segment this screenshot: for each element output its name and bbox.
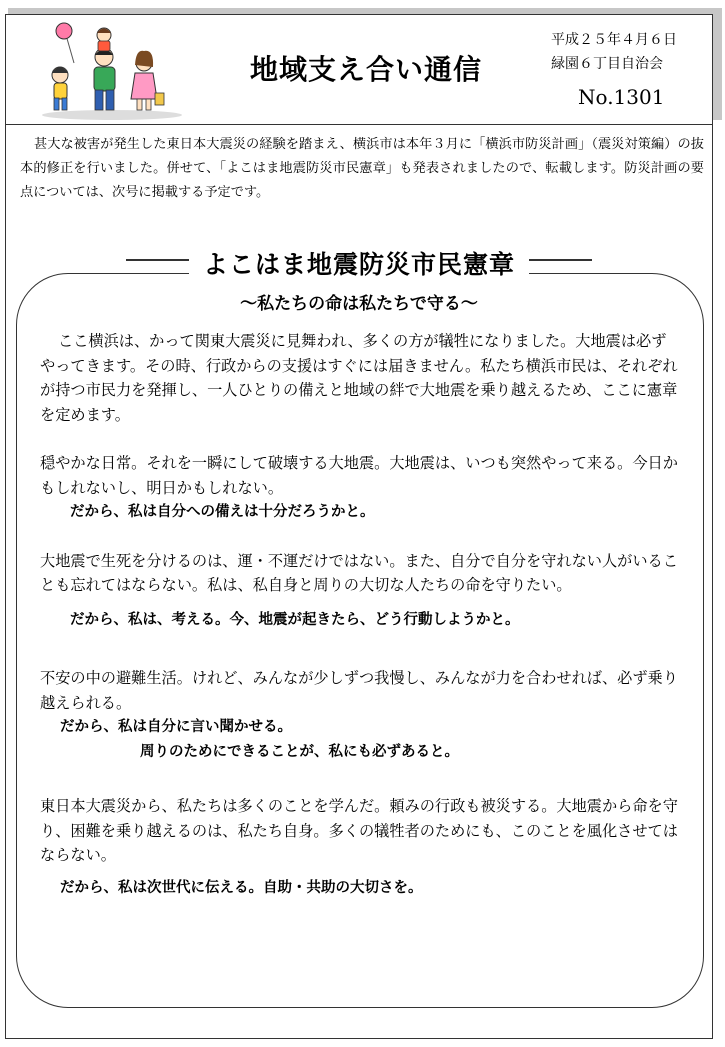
section-4-resolve: だから、私は次世代に伝える。自助・共助の大切さを。 xyxy=(60,879,423,896)
section-3-text: 不安の中の避難生活。けれど、みんなが少しずつ我慢し、みんなが力を合わせれば、必ず乗り越えられる。 xyxy=(40,669,678,712)
charter-preamble: ここ横浜は、かって関東大震災に見舞われ、多くの方が犠牲になりました。大地震は必ずやってきます。その時、行政からの支援はすぐには届きません。私たち横浜市民は、それぞれが持つ市民力を発揮し、一人ひとりの備えと地域の絆で大地震を乗り越えるため、ここに憲章を定めます。 xyxy=(40,332,678,424)
section-2-resolve: だから、私は、考える。今、地震が起きたら、どう行動しようかと。 xyxy=(70,611,520,628)
charter-title: よこはま地震防災市民憲章 xyxy=(189,250,529,279)
section-1-resolve: だから、私は自分への備えは十分だろうかと。 xyxy=(70,504,375,520)
newsletter-title: 地域支え合い通信 xyxy=(249,53,482,86)
charter-body xyxy=(40,329,680,900)
charter-heading xyxy=(6,241,712,281)
newsletter-page xyxy=(5,14,713,1039)
issue-number: No.1301 xyxy=(578,85,665,109)
section-4-text: 東日本大震災から、私たちは多くのことを学んだ。頼みの行政も被災する。大地震から命を守り、困難を乗り越えるのは、私たち自身。多くの犠牲者のためにも、このことを風化させてはならない。 xyxy=(40,797,678,864)
family-illustration-icon xyxy=(24,21,184,121)
intro-paragraph: 甚大な被害が発生した東日本大震災の経験を踏まえ、横浜市は本年３月に「横浜市防災計画」（震災対策編）の抜本的修正を行いました。併せて、「よこはま地震防災市民憲章」も発表されましたので、転載します。防災計画の要点については、次号に掲載する予定です。 xyxy=(20,137,704,200)
section-1-text: 穏やかな日常。それを一瞬にして破壊する大地震。大地震は、いつも突然やって来る。今日かもしれないし、明日かもしれない。 xyxy=(40,454,678,497)
newsletter-header xyxy=(6,15,712,125)
section-3-resolve-2: 周りのためにできることが、私にも必ずあると。 xyxy=(140,743,459,760)
association-name: 緑園６丁目自治会 xyxy=(551,56,663,72)
issue-date: 平成２５年４月６日 xyxy=(551,32,677,48)
right-shadow-bar xyxy=(713,8,722,120)
charter-subtitle: ～私たちの命は私たちで守る～ xyxy=(240,294,478,314)
section-3-resolve-1: だから、私は自分に言い聞かせる。 xyxy=(60,719,292,735)
section-2-text: 大地震で生死を分けるのは、運・不運だけではない。また、自分で自分を守れない人がいることも忘れてはならない。私は、私自身と周りの大切な人たちの命を守りたい。 xyxy=(40,551,678,594)
